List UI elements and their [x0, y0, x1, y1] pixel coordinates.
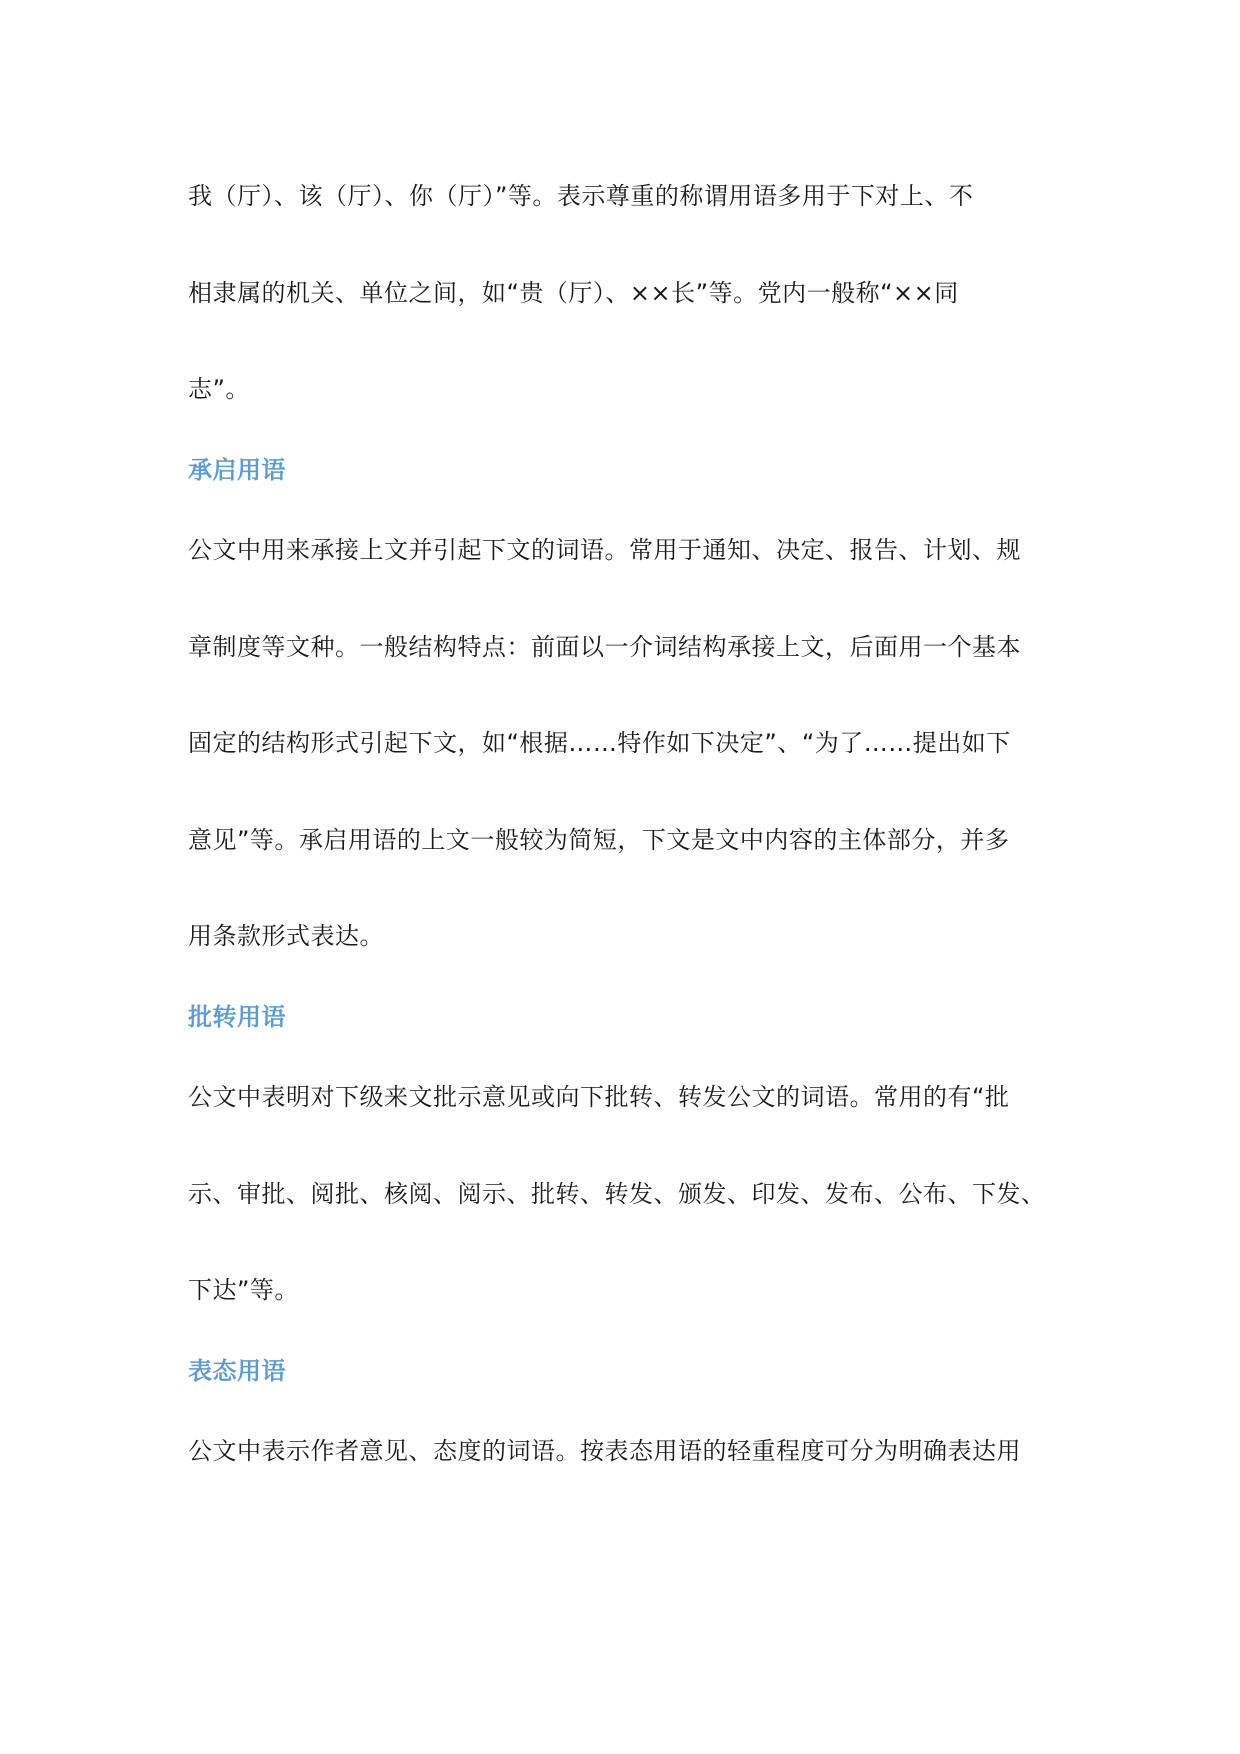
intro-line-1: 我（厅）、该（厅）、你（厅）”等。表示尊重的称谓用语多用于下对上、不	[188, 182, 974, 210]
section-3-line-1: 公文中表示作者意见、态度的词语。按表态用语的轻重程度可分为明确表达用	[188, 1437, 1021, 1465]
section-2-line-1: 公文中表明对下级来文批示意见或向下批转、转发公文的词语。常用的有“批	[188, 1083, 1010, 1111]
section-1-line-5: 用条款形式表达。	[188, 922, 384, 950]
intro-line-3: 志”。	[188, 375, 250, 403]
section-heading-chengqi: 承启用语	[188, 456, 286, 484]
section-2-line-2: 示、审批、阅批、核阅、阅示、批转、转发、颁发、印发、发布、公布、下发、	[188, 1180, 1046, 1208]
section-1-line-3: 固定的结构形式引起下文，如“根据……特作如下决定”、“为了……提出如下	[188, 729, 1011, 757]
intro-line-2: 相隶属的机关、单位之间，如“贵（厅）、××长”等。党内一般称“××同	[188, 279, 959, 307]
section-2-line-3: 下达”等。	[188, 1276, 299, 1304]
section-heading-pizhuan: 批转用语	[188, 1003, 286, 1031]
section-1-line-4: 意见”等。承启用语的上文一般较为简短，下文是文中内容的主体部分，并多	[188, 826, 1010, 854]
section-heading-biaotai: 表态用语	[188, 1357, 286, 1385]
section-1-line-1: 公文中用来承接上文并引起下文的词语。常用于通知、决定、报告、计划、规	[188, 536, 1021, 564]
section-1-line-2: 章制度等文种。一般结构特点：前面以一介词结构承接上文，后面用一个基本	[188, 633, 1021, 661]
